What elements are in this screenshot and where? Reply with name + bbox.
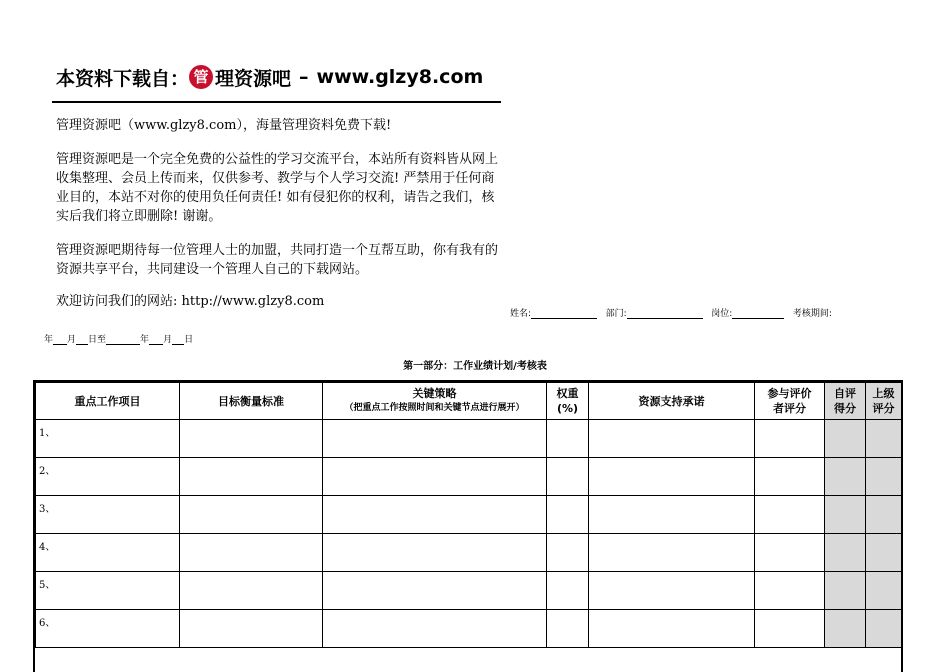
intro-paragraph-2: 管理资源吧是一个完全免费的公益性的学习交流平台，本站所有资料皆从网上收集整理、会员上传而来，仅供参考、教学与个人学习交流! 严禁用于任何商业目的，本站不对你的使用负任何责任! 如有侵犯你的权利，请告之我们，核实后我们将立即删除! 谢谢。: [56, 152, 499, 224]
cell-resource[interactable]: [589, 610, 755, 648]
table-row: [36, 534, 902, 572]
name-blank[interactable]: [531, 308, 597, 319]
cell-rater-score[interactable]: [755, 572, 825, 610]
sup-label-2: 评分: [872, 402, 895, 415]
period-dates-line: [44, 332, 193, 345]
end-day-label: 日: [184, 335, 194, 345]
cell-weight[interactable]: [547, 420, 589, 458]
col-header-supervisor-score: [866, 383, 902, 420]
cell-item[interactable]: 4、: [36, 534, 180, 572]
banner-divider: [52, 101, 501, 103]
weight-label: 权重: [556, 387, 579, 400]
cell-supervisor-score[interactable]: [866, 458, 902, 496]
cell-item[interactable]: 2、: [36, 458, 180, 496]
cell-supervisor-score[interactable]: [866, 496, 902, 534]
cell-rater-score[interactable]: [755, 458, 825, 496]
cell-target[interactable]: [180, 458, 323, 496]
start-day-blank[interactable]: [76, 334, 88, 345]
section-title: 第一部分：工作业绩计划/考核表: [403, 361, 547, 372]
rater-label-1: 参与评价: [767, 387, 812, 400]
download-banner: [56, 62, 483, 92]
col-header-item: 重点工作项目: [36, 383, 180, 420]
col-header-target: 目标衡量标准: [180, 383, 323, 420]
col-header-rater-score: [755, 383, 825, 420]
cell-supervisor-score[interactable]: [866, 610, 902, 648]
intro-paragraph-1: 管理资源吧（www.glzy8.com），海量管理资料免费下载!: [56, 118, 392, 133]
banner-url-link[interactable]: www.glzy8.com: [316, 66, 484, 88]
table-header-row: [36, 383, 902, 420]
cell-rater-score[interactable]: [755, 420, 825, 458]
sup-label-1: 上级: [872, 387, 895, 400]
cell-self-score[interactable]: [825, 458, 866, 496]
col-header-strategy: [323, 383, 547, 420]
intro-text: [56, 116, 504, 311]
table-row: [36, 458, 902, 496]
intro-paragraph-3: 管理资源吧期待每一位管理人士的加盟，共同打造一个互帮互助，你有我有的资源共享平台，共同建设一个管理人自己的下载网站。: [56, 243, 499, 277]
intro-paragraph-4: 欢迎访问我们的网站: http://www.glzy8.com: [56, 294, 325, 309]
cell-strategy[interactable]: [323, 496, 547, 534]
cell-self-score[interactable]: [825, 534, 866, 572]
cell-target[interactable]: [180, 496, 323, 534]
cell-resource[interactable]: [589, 534, 755, 572]
table-row: [36, 610, 902, 648]
day-to-label: 日至: [88, 335, 107, 345]
cell-target[interactable]: [180, 610, 323, 648]
cell-resource[interactable]: [589, 572, 755, 610]
cell-strategy[interactable]: [323, 572, 547, 610]
cell-item[interactable]: 5、: [36, 572, 180, 610]
end-year-blank[interactable]: [106, 334, 140, 345]
dept-blank[interactable]: [627, 308, 703, 319]
end-month-label: 月: [163, 335, 173, 345]
cell-rater-score[interactable]: [755, 496, 825, 534]
weight-unit: (%): [556, 402, 579, 415]
employee-info-line: [510, 306, 832, 319]
cell-resource[interactable]: [589, 496, 755, 534]
cell-strategy[interactable]: [323, 534, 547, 572]
col-header-resource: 资源支持承诺: [589, 383, 755, 420]
post-blank[interactable]: [732, 308, 784, 319]
banner-prefix: 本资料下载自：: [56, 67, 190, 90]
start-month-blank[interactable]: [53, 334, 67, 345]
cell-strategy[interactable]: [323, 458, 547, 496]
cell-weight[interactable]: [547, 534, 589, 572]
cell-target[interactable]: [180, 534, 323, 572]
end-day-blank[interactable]: [172, 334, 184, 345]
cell-supervisor-score[interactable]: [866, 572, 902, 610]
cell-self-score[interactable]: [825, 496, 866, 534]
banner-separator: –: [299, 66, 309, 88]
cell-rater-score[interactable]: [755, 610, 825, 648]
cell-weight[interactable]: [547, 458, 589, 496]
cell-item[interactable]: 3、: [36, 496, 180, 534]
start-year-label: 年: [44, 335, 54, 345]
start-month-label: 月: [67, 335, 77, 345]
cell-rater-score[interactable]: [755, 534, 825, 572]
performance-plan-table: [33, 380, 903, 672]
cell-supervisor-score[interactable]: [866, 534, 902, 572]
rater-label-2: 者评分: [773, 402, 806, 415]
site-logo-icon: 管: [189, 65, 213, 89]
self-label-1: 自评: [834, 387, 856, 400]
banner-site-name: 理资源吧: [215, 67, 292, 90]
cell-supervisor-score[interactable]: [866, 420, 902, 458]
post-label: 岗位:: [711, 309, 733, 319]
cell-resource[interactable]: [589, 458, 755, 496]
end-year-label: 年: [140, 335, 150, 345]
strategy-sublabel: （把重点工作按照时间和关键节点进行展开）: [344, 403, 525, 413]
end-month-blank[interactable]: [149, 334, 163, 345]
cell-strategy[interactable]: [323, 610, 547, 648]
cell-self-score[interactable]: [825, 572, 866, 610]
cell-weight[interactable]: [547, 496, 589, 534]
table-row: [36, 572, 902, 610]
cell-item[interactable]: 1、: [36, 420, 180, 458]
cell-weight[interactable]: [547, 610, 589, 648]
cell-strategy[interactable]: [323, 420, 547, 458]
col-header-self-score: [825, 383, 866, 420]
cell-weight[interactable]: [547, 572, 589, 610]
cell-resource[interactable]: [589, 420, 755, 458]
cell-target[interactable]: [180, 572, 323, 610]
name-label: 姓名:: [510, 309, 532, 319]
self-label-2: 得分: [834, 402, 856, 415]
dept-label: 部门:: [605, 309, 627, 319]
cell-self-score[interactable]: [825, 610, 866, 648]
cell-target[interactable]: [180, 420, 323, 458]
cell-item[interactable]: 6、: [36, 610, 180, 648]
col-header-weight: [547, 383, 589, 420]
table-row: [36, 496, 902, 534]
cell-self-score[interactable]: [825, 420, 866, 458]
table-row: [36, 420, 902, 458]
strategy-label: 关键策略: [412, 387, 457, 400]
period-label: 考核期间:: [792, 309, 832, 319]
